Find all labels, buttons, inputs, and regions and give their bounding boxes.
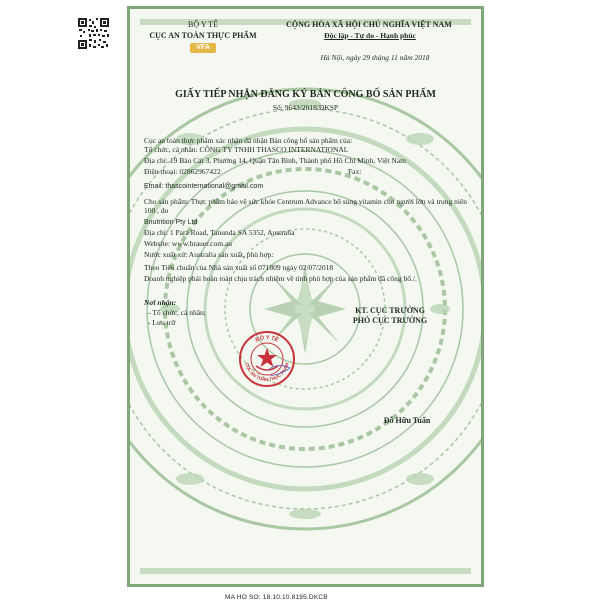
manufacturer-line: Bnutrition Pty Ltd	[144, 219, 198, 226]
fax-line: Fax:	[348, 167, 362, 176]
signer-title-1: KT. CỤC TRƯỞNG	[355, 306, 425, 315]
responsibility-line: Doanh nghiệp phải hoàn toàn chịu trách nhiệm về tính phù hợp của sản phẩm đã công bố./.	[144, 274, 417, 283]
address-line: Địa chỉ: 19 Bàu Cát 3, Phường 14, Quận Tân Bình, Thành phố Hồ Chí Minh, Việt Nam	[144, 156, 406, 165]
origin-line: Nước xuất xứ: Australia sản xuất, phù hợp:	[144, 250, 274, 259]
ministry-name: BỘ Y TẾ	[188, 20, 218, 29]
issue-date: Hà Nội, ngày 29 tháng 11 năm 2018	[320, 53, 430, 62]
website-line: Website: www.brauer.com.au	[144, 239, 233, 248]
email-line: Email: thascointernational@gmail.com	[144, 183, 264, 190]
dossier-code: MA HO SO: 18.10.10.8195.DKCB	[225, 594, 328, 601]
recipients-label: Nơi nhận:	[144, 298, 177, 307]
national-motto: Độc lập - Tự do - Hạnh phúc	[324, 31, 416, 40]
standard-line: Theo Tiêu chuẩn của Nhà sản xuất số 071809 ngày 02/07/2018	[144, 263, 334, 272]
svg-text:BỘ Y TẾ: BỘ Y TẾ	[254, 334, 280, 344]
department-name: CỤC AN TOÀN THỰC PHẨM	[149, 31, 257, 40]
manufacturer-address-line: Địa chỉ: 1 Para Road, Tanunda SA 5352, Australia	[144, 228, 295, 237]
recipient-item: - Lưu trữ	[148, 318, 176, 327]
recipient-item: - Tổ chức, cá nhân;	[148, 308, 206, 317]
svg-text:CỤC AN TOÀN THỰC PHẨM: CỤC AN TOÀN THỰC PHẨM	[244, 362, 290, 383]
vfa-logo: VFA	[190, 43, 216, 53]
organization-line: Tổ chức, cá nhân: CÔNG TY TNHH THASCO INTERNATIONAL	[144, 145, 349, 154]
product-line: Cho sản phẩm: Thực phẩm bảo vệ sức khỏe Centrum Advance bổ sung vitamin cho người lớn và trung niên 100 , do	[144, 197, 468, 215]
qr-code	[77, 17, 110, 50]
signer-title-2: PHÓ CỤC TRƯỞNG	[352, 316, 428, 325]
signer-name: Đỗ Hữu Tuấn	[383, 416, 431, 425]
official-seal	[238, 330, 296, 388]
certificate-document	[127, 6, 484, 587]
phone-line: Điện thoại: 02862967422	[144, 167, 221, 176]
document-number: Số: 9643/2018/ĐKSP	[272, 103, 339, 112]
intro-line: Cục an toàn thực phẩm xác nhận đã nhận Bản công bố sản phẩm của:	[144, 136, 353, 145]
document-title: GIẤY TIẾP NHẬN ĐĂNG KÝ BẢN CÔNG BỐ SẢN PHẨM	[175, 89, 436, 100]
country-name: CỘNG HÒA XÃ HỘI CHỦ NGHĨA VIỆT NAM	[286, 20, 452, 29]
